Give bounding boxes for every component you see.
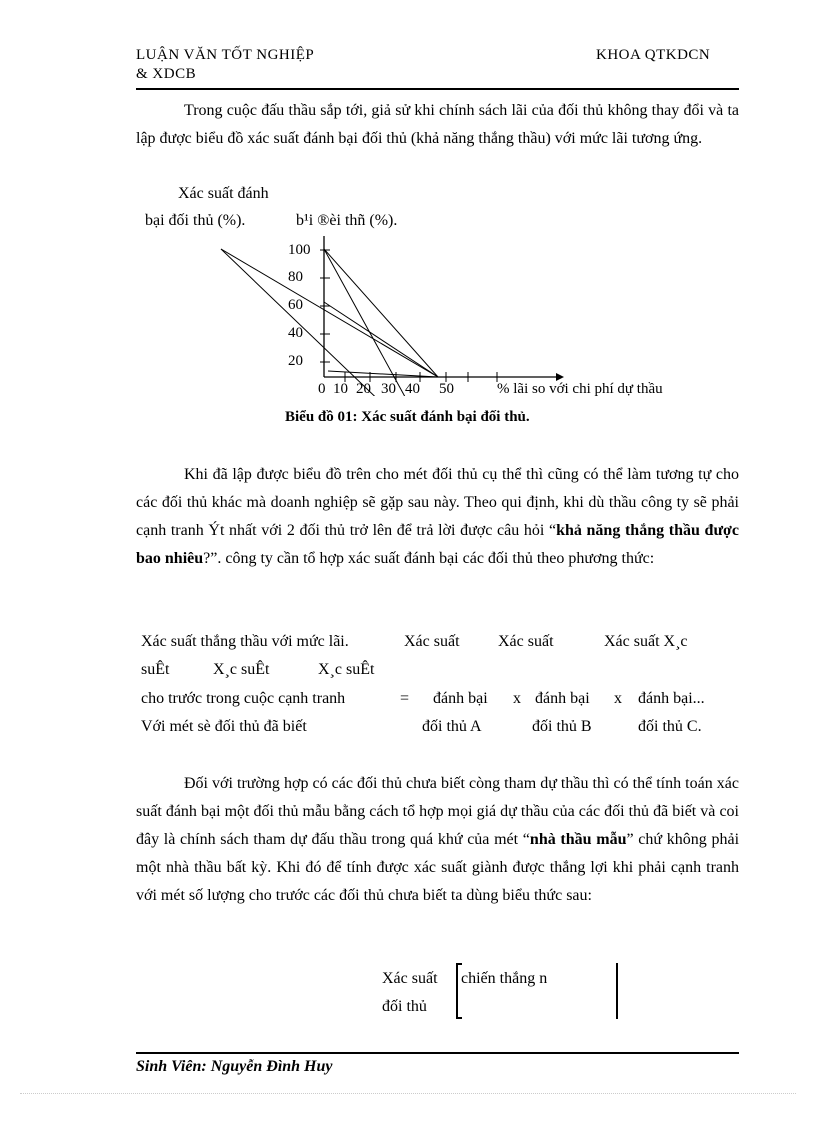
- y-tick-60: 60: [288, 297, 303, 313]
- formula-r1c1: Xác suất thắng thầu với mức lãi.: [141, 633, 349, 650]
- y-tick-100: 100: [288, 242, 311, 258]
- formula-r3c3: đánh bại: [535, 690, 590, 707]
- y-tick-80: 80: [288, 269, 303, 285]
- x-tick-40: 40: [405, 381, 420, 397]
- header-left-line1: LUẬN VĂN TỐT NGHIỆP: [136, 47, 315, 63]
- x-tick-50: 50: [439, 381, 454, 397]
- x-axis-arrow: [556, 373, 564, 381]
- chart-ylabel-garbled: b¹i ®èi thñ (%).: [296, 212, 398, 229]
- right-bracket: [614, 963, 618, 1019]
- x-tick-10: 10: [333, 381, 348, 397]
- formula-r4c4: đối thủ C.: [638, 718, 702, 735]
- para2-text-after: ?”. công ty cần tổ hợp xác suất đánh bại các đối thủ theo phương thức:: [203, 550, 655, 567]
- chart-ylabel-line2: bại đối thủ (%).: [145, 212, 246, 229]
- formula-r3-times1: x: [513, 690, 521, 707]
- formula-r1c4: Xác suất X¸c: [604, 633, 688, 650]
- formula-r3c1: cho trước trong cuộc cạnh tranh: [141, 690, 346, 707]
- y-tick-40: 40: [288, 325, 303, 341]
- formula-r1c3: Xác suất: [498, 633, 554, 650]
- formula-r1c2: Xác suất: [404, 633, 460, 650]
- left-bracket: [456, 963, 462, 1019]
- intro-text: Trong cuộc đấu thầu sắp tới, giả sử khi chính sách lãi của đối thủ không thay đổi và ta lập được biểu đồ xác suất đánh bại đối thủ (khả năng thắng thầu) với mức lãi tương ứng.: [136, 102, 739, 147]
- formula-r4c1: Với mét sè đối thủ đã biết: [141, 718, 307, 735]
- chart: [0, 236, 816, 396]
- expr-line1a: Xác suất: [382, 970, 438, 987]
- header-left-line2: & XDCB: [136, 66, 197, 82]
- para2-text-before: Khi đã lập được biểu đồ trên cho mét đối thủ cụ thể thì cũng có thể làm tương tự cho các đối thủ khác mà doanh nghiệp sẽ gặp sau này. Theo qui định, khi dù thầu công ty sẽ phải cạnh tranh Ýt nhất với 2 đối thủ trở lên để trả lời được câu hỏi “: [136, 466, 739, 539]
- series-line-2: [221, 249, 438, 396]
- chart-caption: Biểu đồ 01: Xác suất đánh bại đối thủ.: [285, 409, 530, 425]
- expr-line2: đối thủ: [382, 998, 427, 1015]
- para3-text-after: ” chứ không phải một nhà thầu bất kỳ. Khi đó để tính được xác suất giành được thắng lợi khi phải cạnh tranh với mét số lượng cho trước các đối thủ chưa biết ta dùng biểu thức sau:: [136, 831, 740, 904]
- formula-r2c2: X¸c suÊt: [213, 661, 270, 678]
- expr-line1b: chiến thắng n: [461, 970, 548, 987]
- x-tick-30: 30: [381, 381, 396, 397]
- x-tick-0: 0: [318, 381, 326, 397]
- header-right: KHOA QTKDCN: [596, 47, 711, 63]
- formula-r3-equals: =: [400, 690, 410, 707]
- para2-bold: khả năng thắng thầu được bao nhiêu: [136, 522, 740, 567]
- y-tick-20: 20: [288, 353, 303, 369]
- paragraph-2: [136, 461, 739, 573]
- x-axis-label: % lãi so với chi phí dự thầu: [497, 381, 663, 397]
- paragraph-3: [136, 770, 739, 910]
- formula-r3c2: đánh bại: [433, 690, 488, 707]
- header-rule: [136, 88, 739, 90]
- x-tick-20: 20: [356, 381, 371, 397]
- page-bottom-border: [20, 1093, 796, 1094]
- formula-r4c2: đối thủ A: [422, 718, 482, 735]
- formula-r2c3: X¸c suÊt: [318, 661, 375, 678]
- para3-bold: nhà thầu mẫu: [529, 831, 627, 848]
- para3-text-before: Đối với trường hợp có các đối thủ chưa biết còng tham dự thầu thì có thể tính toán xác suất đánh bại một đối thủ mẫu bằng cách tổ hợp mọi giá dự thầu của các đối thủ đã biết và coi đây là chính sách tham dự đấu thầu trong quá khứ của mét “: [136, 775, 739, 848]
- series-line-1: [221, 249, 438, 377]
- formula-r3c4: đánh bại...: [638, 690, 705, 707]
- footer-rule: [136, 1052, 739, 1054]
- formula-r3-times2: x: [614, 690, 622, 707]
- chart-ylabel-line1: Xác suất đánh: [178, 185, 269, 202]
- footer-author: Sinh Viên: Nguyễn Đình Huy: [136, 1058, 333, 1075]
- formula-r2c1: suÊt: [141, 661, 170, 678]
- formula-r4c3: đối thủ B: [532, 718, 592, 735]
- intro-paragraph: [136, 97, 739, 153]
